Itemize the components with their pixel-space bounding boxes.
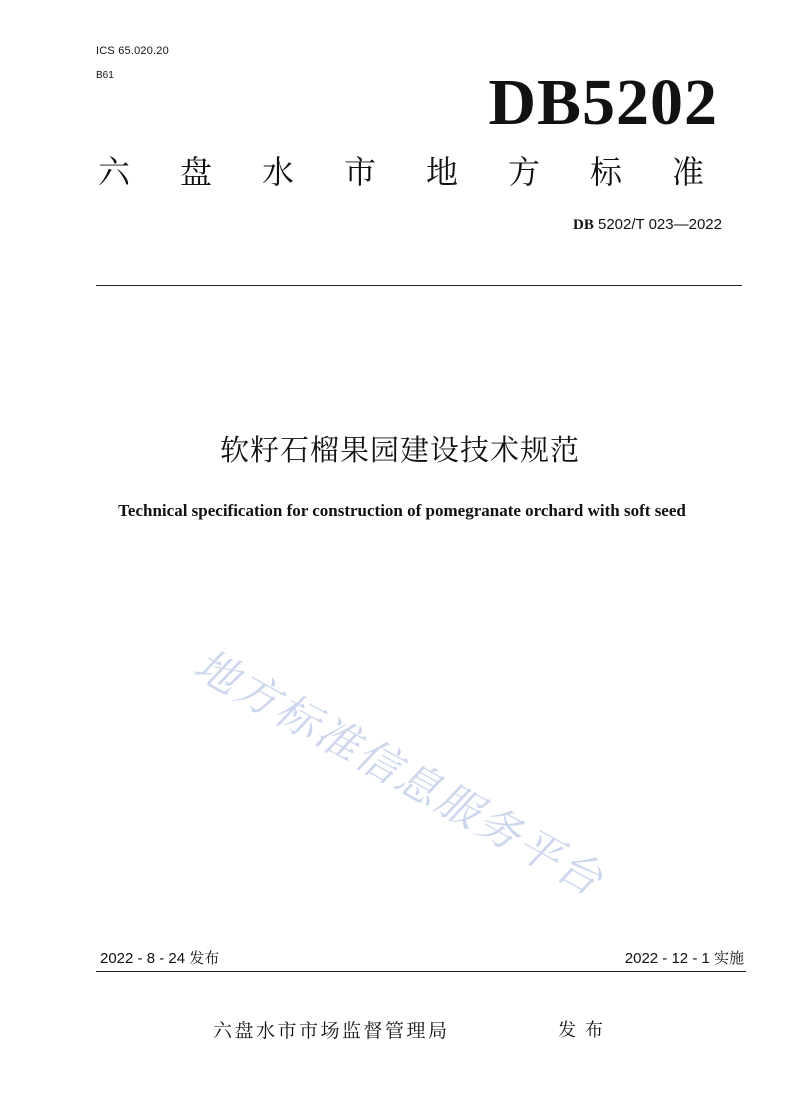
top-divider: [96, 285, 742, 286]
watermark-text: 地方标准信息服务平台: [185, 640, 613, 907]
standard-number-prefix: DB: [572, 217, 594, 233]
standard-type-title: 六盘水市地方标准: [98, 153, 755, 191]
issue-action-label: 发布: [558, 1020, 612, 1041]
document-title-chinese: 软籽石榴果园建设技术规范: [219, 433, 580, 467]
document-title-english: Technical specification for construction of pomegranate orchard with soft seed: [118, 501, 686, 520]
ccs-code: B61: [96, 70, 114, 81]
standard-number-code: 5202/T 023—2022: [593, 216, 722, 233]
issue-date: 2022 - 8 - 24 发布: [100, 950, 220, 967]
bottom-divider: [96, 971, 746, 972]
ics-code: ICS 65.020.20: [96, 45, 169, 57]
implementation-date: 2022 - 12 - 1 实施: [624, 950, 744, 967]
standard-number: [573, 216, 722, 234]
issuing-authority: 六盘水市市场监督管理局: [213, 1020, 450, 1042]
standard-mark: DB5202: [488, 66, 718, 139]
